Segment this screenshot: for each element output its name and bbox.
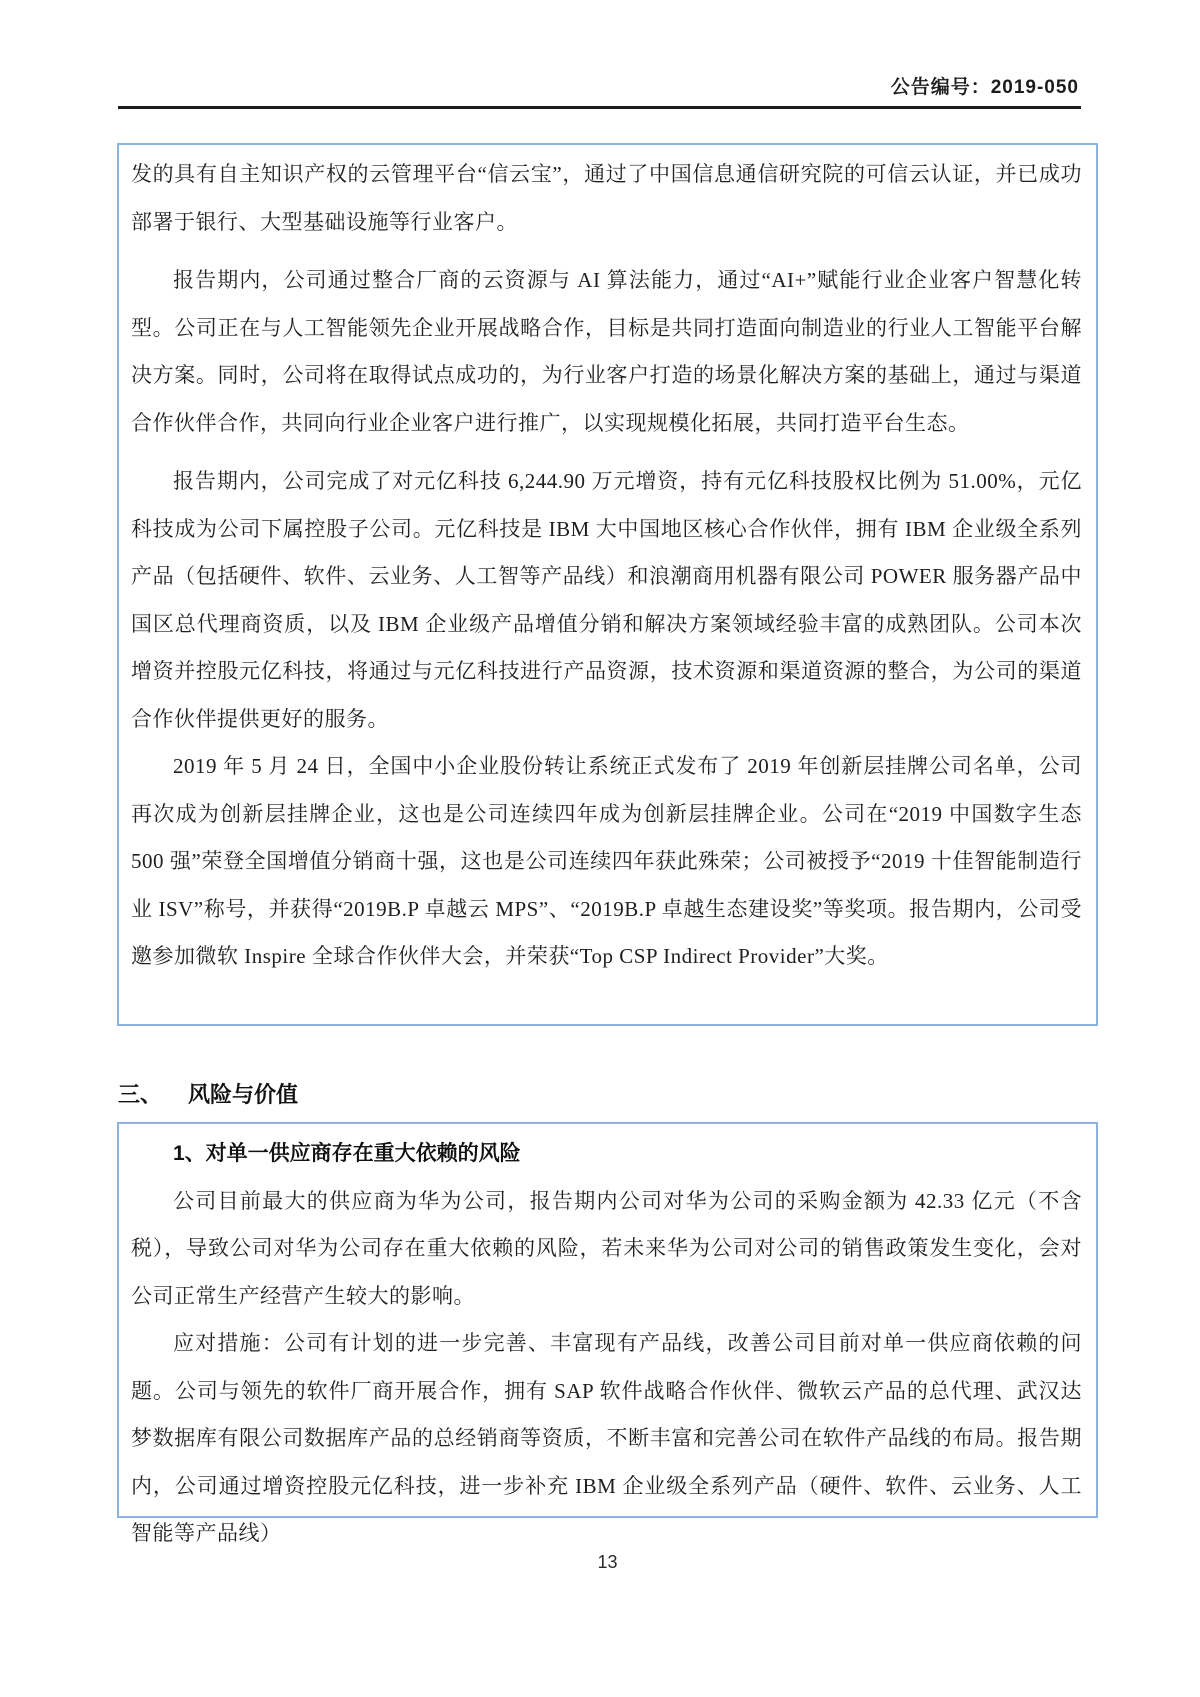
paragraph-cloud-platform: 发的具有自主知识产权的云管理平台“信云宝”，通过了中国信息通信研究院的可信云认证，并已成功部署于银行、大型基础设施等行业客户。 (131, 162, 1082, 234)
announcement-number: 公告编号：2019-050 (890, 77, 1079, 98)
header-divider (118, 106, 1081, 109)
page-number: 13 (597, 1552, 618, 1572)
paragraph-supplier-risk: 公司目前最大的供应商为华为公司，报告期内公司对华为公司的采购金额为 42.33 亿元（不含税），导致公司对华为公司存在重大依赖的风险，若未来华为公司对公司的销售政策发生变化，会对公司正常生产经营产生较大的影响。 (131, 1188, 1082, 1308)
paragraph-ai-enablement: 报告期内，公司通过整合厂商的云资源与 AI 算法能力，通过“AI+”赋能行业企业客户智慧化转型。公司正在与人工智能领先企业开展战略合作，目标是共同打造面向制造业的行业人工智能平台解决方案。同时，公司将在取得试点成功的，为行业客户打造的场景化解决方案的基础上，通过与渠道合作伙伴合作，共同向行业企业客户进行推广，以实现规模化拓展，共同打造平台生态。 (131, 268, 1082, 435)
section-title: 风险与价值 (188, 1082, 299, 1107)
business-review-box (117, 143, 1098, 1026)
risk-subheading: 1、对单一供应商存在重大依赖的风险 (173, 1142, 521, 1165)
risk-box (117, 1122, 1098, 1545)
section-number: 三、 (118, 1082, 163, 1107)
page-header (118, 72, 1081, 109)
paragraph-yuanyi-investment: 报告期内，公司完成了对元亿科技 6,244.90 万元增资，持有元亿科技股权比例为 51.00%，元亿科技成为公司下属控股子公司。元亿科技是 IBM 大中国地区核心合作伙伴，拥有 IBM 企业级全系列产品（包括硬件、软件、云业务、人工智等产品线）和浪潮商用机器有限公司 POWER 服务器产品中国区总代理商资质，以及 IBM 企业级产品增值分销和解决方案领域经验丰富的成熟团队。公司本次增资并控股元亿科技，将通过与元亿科技进行产品资源，技术资源和渠道资源的整合，为公司的渠道合作伙伴提供更好的服务。 (131, 469, 1082, 731)
section-heading (118, 1078, 298, 1109)
paragraph-risk-response: 应对措施：公司有计划的进一步完善、丰富现有产品线，改善公司目前对单一供应商依赖的问题。公司与领先的软件厂商开展合作，拥有 SAP 软件战略合作伙伴、微软云产品的总代理、武汉达梦数据库有限公司数据库产品的总经销商等资质，不断丰富和完善公司在软件产品线的布局。报告期内，公司通过增资控股元亿科技，进一步补充 IBM 企业级全系列产品（硬件、软件、云业务、人工智能等产品线） (131, 1331, 1082, 1545)
paragraph-awards: 2019 年 5 月 24 日，全国中小企业股份转让系统正式发布了 2019 年创新层挂牌公司名单，公司再次成为创新层挂牌企业，这也是公司连续四年成为创新层挂牌企业。公司在“2019 中国数字生态 500 强”荣登全国增值分销商十强，这也是公司连续四年获此殊荣；公司被授予“2019 十佳智能制造行业 ISV”称号，并获得“2019B.P 卓越云 MPS”、“2019B.P 卓越生态建设奖”等奖项。报告期内，公司受邀参加微软 Inspire 全球合作伙伴大会，并荣获“Top CSP Indirect Provider”大奖。 (131, 754, 1082, 968)
